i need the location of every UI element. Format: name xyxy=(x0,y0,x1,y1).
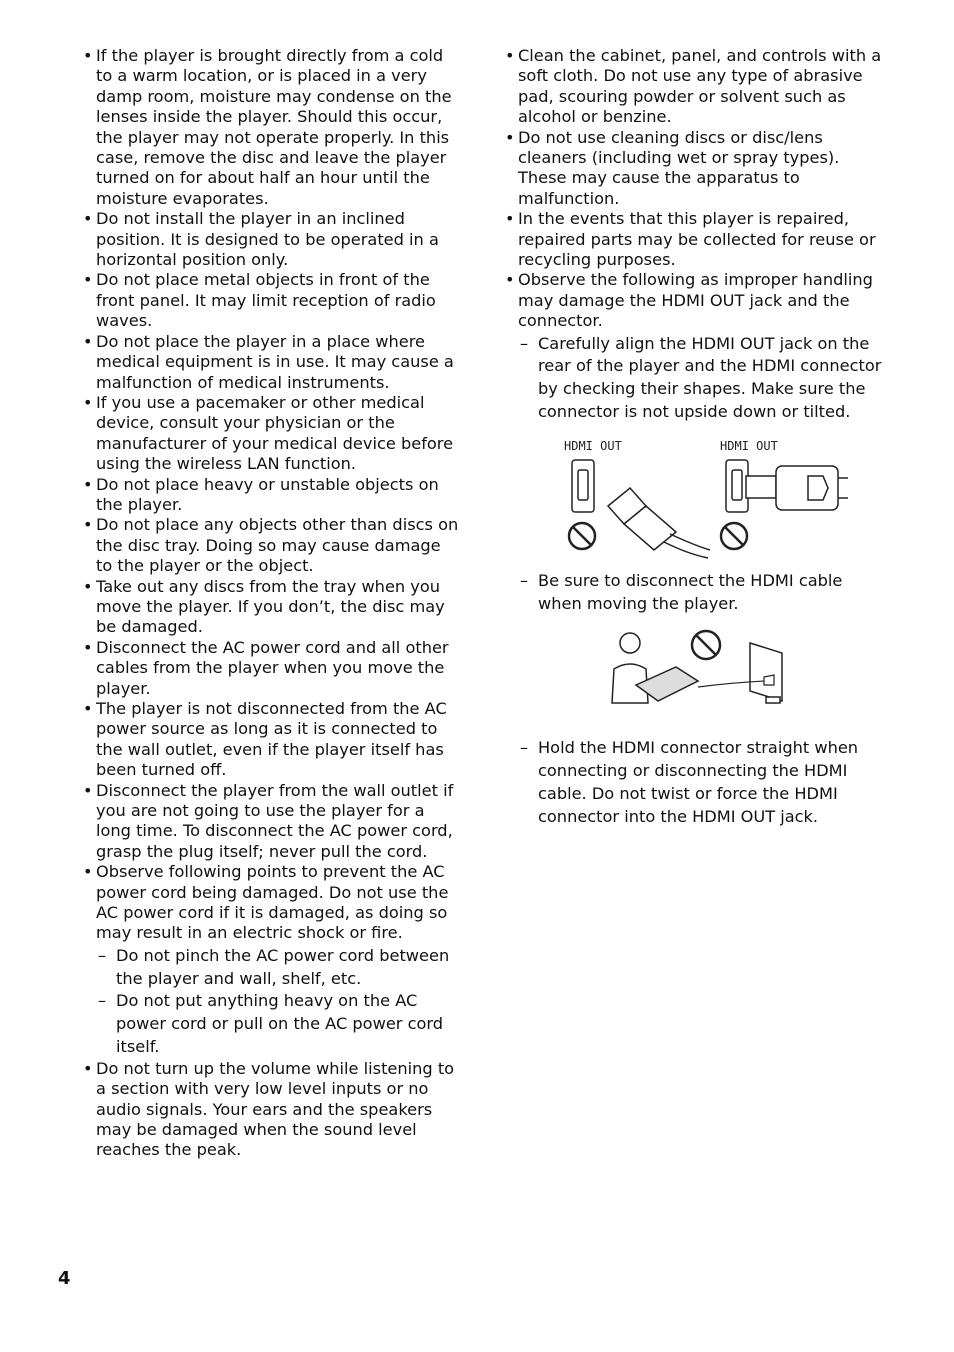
sub-list-item-text: Carefully align the HDMI OUT jack on the rear of the player and the HDMI connector by checking their shapes. Make sure the connector is not upside down or tilted. xyxy=(538,333,882,422)
sub-list-item xyxy=(518,570,886,720)
sub-list-item xyxy=(96,945,462,991)
sub-list-item-text: Be sure to disconnect the HDMI cable when moving the player. xyxy=(538,570,843,613)
list-item-text: Observe the following as improper handling may damage the HDMI OUT jack and the connector. xyxy=(518,270,873,331)
hdmi-connector-upside-down-icon xyxy=(746,466,848,510)
list-item xyxy=(504,270,886,828)
sub-list xyxy=(96,945,462,1059)
moving-player-illustration xyxy=(538,625,848,719)
prohibited-icon xyxy=(569,523,595,549)
list-item xyxy=(82,577,462,638)
list-item-text: Observe following points to prevent the AC power cord being damaged. Do not use the AC power cord if it is damaged, as doing so may result in an electric shock or fire. xyxy=(96,862,449,943)
list-item xyxy=(82,515,462,576)
sub-list-item-text: Hold the HDMI connector straight when connecting or disconnecting the HDMI cable. Do not twist or force the HDMI connector into the HDMI OUT jack. xyxy=(538,738,859,826)
right-column xyxy=(504,46,886,829)
hdmi-jack-icon xyxy=(572,460,594,512)
list-item xyxy=(504,46,886,128)
list-item xyxy=(82,332,462,393)
page-number: 4 xyxy=(58,1268,71,1289)
list-item-text: If you use a pacemaker or other medical device, consult your physician or the manufacturer of your medical device before using the wireless LAN function. xyxy=(96,392,454,474)
left-bullet-list xyxy=(82,46,462,1161)
prohibited-icon xyxy=(721,523,747,549)
list-item xyxy=(82,862,462,1059)
list-item xyxy=(82,781,462,863)
hdmi-out-label-right: HDMI OUT xyxy=(720,438,778,453)
person-icon xyxy=(612,633,648,703)
list-item-text: Clean the cabinet, panel, and controls with a soft cloth. Do not use any type of abrasive pad, scouring powder or solvent such as alcohol or benzine. xyxy=(518,46,882,127)
sub-list-item xyxy=(96,990,462,1058)
hdmi-out-label-left: HDMI OUT xyxy=(564,438,622,453)
list-item xyxy=(504,209,886,270)
list-item-text: Do not use cleaning discs or disc/lens cleaners (including wet or spray types). These may cause the apparatus to malfunction. xyxy=(518,127,840,208)
list-item-text: Do not place any objects other than discs on the disc tray. Doing so may cause damage to the player or the object. xyxy=(96,515,459,576)
list-item xyxy=(82,638,462,699)
list-item-text: Do not install the player in an inclined position. It is designed to be operated in a horizontal position only. xyxy=(96,209,439,270)
sub-list-item-text: Do not pinch the AC power cord between the player and wall, shelf, etc. xyxy=(116,945,450,988)
hdmi-connector-tilted-icon xyxy=(608,488,710,558)
right-bullet-list xyxy=(504,46,886,829)
list-item xyxy=(82,1059,462,1161)
list-item-text: Take out any discs from the tray when you move the player. If you don’t, the disc may be damaged. xyxy=(96,576,445,637)
list-item-text: Do not place heavy or unstable objects on the player. xyxy=(96,474,439,514)
list-item xyxy=(82,393,462,475)
sub-list-item xyxy=(518,333,886,560)
sub-list-item-text: Do not put anything heavy on the AC power cord or pull on the AC power cord itself. xyxy=(116,991,444,1057)
sub-list xyxy=(518,333,886,829)
list-item-text: Do not place metal objects in front of the front panel. It may limit reception of radio waves. xyxy=(96,270,436,331)
list-item-text: The player is not disconnected from the AC power source as long as it is connected to the wall outlet, even if the player itself has been turned off. xyxy=(96,699,447,780)
list-item-text: Do not place the player in a place where medical equipment is in use. It may cause a malfunction of medical instruments. xyxy=(96,331,454,392)
tv-icon xyxy=(750,643,782,703)
list-item-text: Disconnect the player from the wall outlet if you are not going to use the player for a long time. To disconnect the AC power cord, grasp the plug itself; never pull the cord. xyxy=(96,780,454,861)
list-item-text: Do not turn up the volume while listening to a section with very low level inputs or no audio signals. Your ears and the speakers may be damaged when the sound level reaches the peak. xyxy=(96,1058,455,1160)
list-item xyxy=(504,128,886,210)
list-item-text: If the player is brought directly from a cold to a warm location, or is placed in a very damp room, moisture may condense on the lenses inside the player. Should this occur, the player may not operate properly. In this case, remove the disc and leave the player turned on for about half an hour until the moisture evaporates. xyxy=(96,46,452,208)
list-item xyxy=(82,46,462,209)
hdmi-jack-icon xyxy=(726,460,748,512)
list-item xyxy=(82,209,462,270)
list-item xyxy=(82,699,462,781)
hdmi-alignment-illustration xyxy=(538,436,848,560)
list-item-text: Disconnect the AC power cord and all other cables from the player when you move the player. xyxy=(96,637,449,698)
list-item xyxy=(82,270,462,331)
prohibited-icon xyxy=(692,631,720,659)
list-item-text: In the events that this player is repaired, repaired parts may be collected for reuse or recycling purposes. xyxy=(518,209,876,270)
list-item xyxy=(82,475,462,516)
sub-list-item xyxy=(518,737,886,828)
left-column xyxy=(82,46,462,1161)
